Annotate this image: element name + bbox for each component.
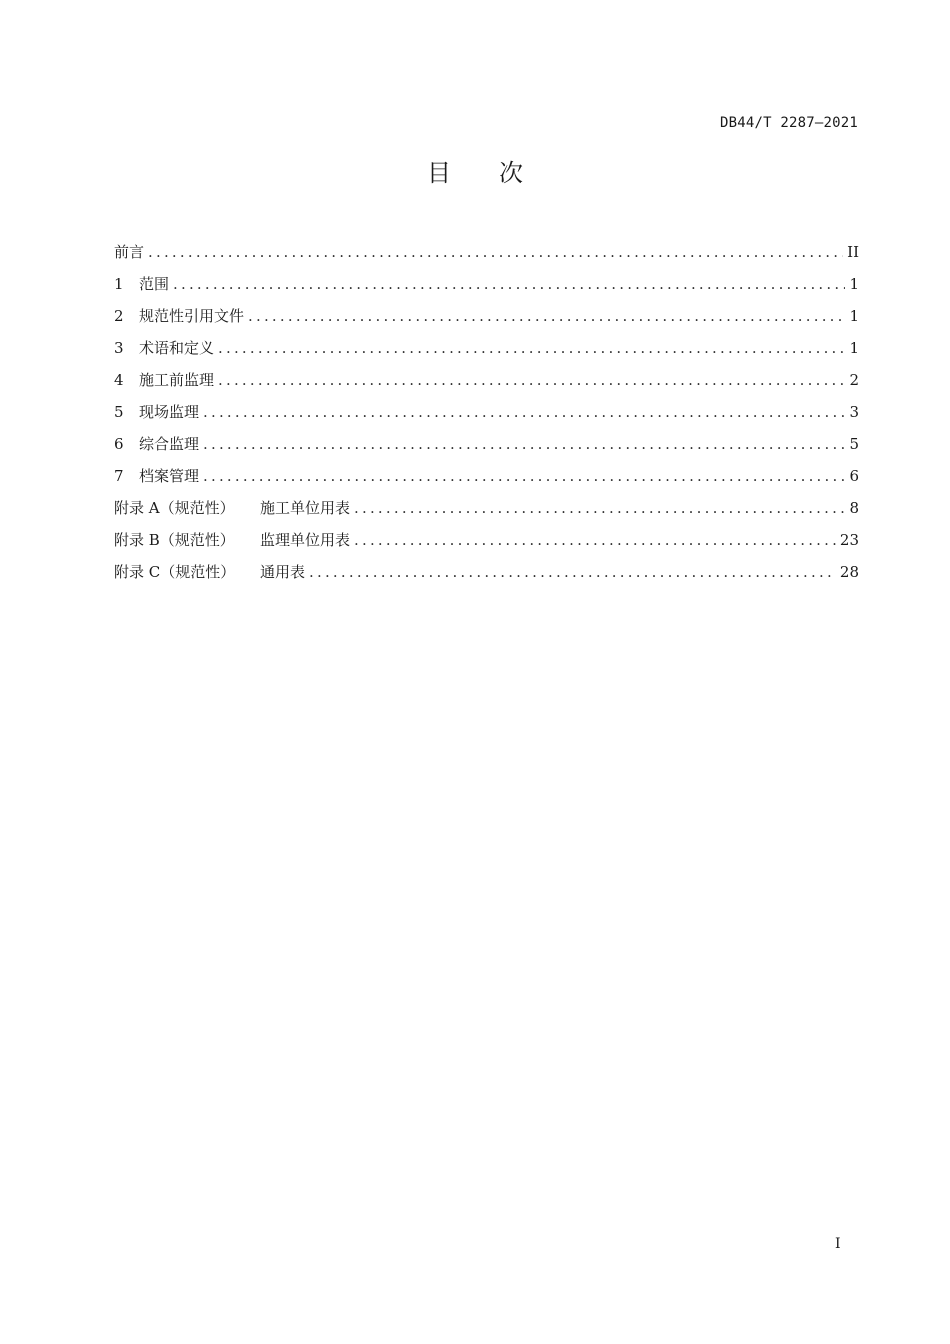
toc-appendix-label: 附录 A（规范性）: [114, 499, 235, 517]
toc-section-number: 2: [114, 307, 124, 325]
toc-section-number: 4: [114, 371, 124, 389]
toc-entry-title: 通用表: [260, 563, 306, 581]
toc-page-number: 8: [849, 499, 859, 517]
toc-leader-dots: [248, 304, 845, 328]
toc-page-number: 5: [849, 435, 859, 453]
toc-entry-4[interactable]: [114, 368, 859, 400]
toc-page-number: 1: [849, 339, 859, 357]
toc-entry-appendix-c[interactable]: [114, 560, 859, 592]
toc-leader-dots: [148, 240, 843, 264]
toc-entry-7[interactable]: [114, 464, 859, 496]
toc-appendix-label: 附录 B（规范性）: [114, 531, 235, 549]
toc-leader-dots: [218, 368, 845, 392]
toc-entry-title: 前言: [114, 243, 145, 261]
toc-section-number: 1: [114, 275, 124, 293]
page-title: 目次: [427, 159, 571, 187]
toc-entry-3[interactable]: [114, 336, 859, 368]
toc-entry-appendix-a[interactable]: [114, 496, 859, 528]
toc-entry-title: 施工前监理: [139, 371, 215, 389]
toc-section-number: 7: [114, 467, 124, 485]
table-of-contents: [114, 240, 859, 592]
toc-page-number: 2: [849, 371, 859, 389]
toc-entry-title: 施工单位用表: [260, 499, 351, 517]
toc-entry-title: 监理单位用表: [260, 531, 351, 549]
toc-section-number: 6: [114, 435, 124, 453]
toc-entry-6[interactable]: [114, 432, 859, 464]
toc-entry-title: 范围: [139, 275, 170, 293]
toc-entry-title: 现场监理: [139, 403, 200, 421]
toc-entry-foreword[interactable]: [114, 240, 859, 272]
toc-section-number: 3: [114, 339, 124, 357]
toc-leader-dots: [354, 528, 836, 552]
toc-page-number: 23: [839, 531, 859, 549]
toc-entry-appendix-b[interactable]: [114, 528, 859, 560]
toc-page-number: 28: [839, 563, 859, 581]
toc-entry-5[interactable]: [114, 400, 859, 432]
toc-appendix-label: 附录 C（规范性）: [114, 563, 236, 581]
toc-page-number: 3: [849, 403, 859, 421]
toc-section-number: 5: [114, 403, 124, 421]
toc-page-number: 1: [849, 307, 859, 325]
footer-page-number: I: [835, 1236, 841, 1252]
toc-entry-title: 术语和定义: [139, 339, 215, 357]
document-code: DB44/T 2287—2021: [719, 115, 858, 131]
toc-entry-title: 档案管理: [139, 467, 200, 485]
toc-entry-1[interactable]: [114, 272, 859, 304]
toc-leader-dots: [354, 496, 845, 520]
toc-leader-dots: [309, 560, 836, 584]
toc-page-number: 1: [849, 275, 859, 293]
toc-page-number: 6: [849, 467, 859, 485]
toc-leader-dots: [218, 336, 845, 360]
toc-leader-dots: [203, 432, 845, 456]
toc-leader-dots: [173, 272, 845, 296]
toc-leader-dots: [203, 400, 845, 424]
toc-leader-dots: [203, 464, 845, 488]
toc-entry-title: 综合监理: [139, 435, 200, 453]
toc-entry-2[interactable]: [114, 304, 859, 336]
toc-page-number: II: [847, 243, 859, 261]
toc-entry-title: 规范性引用文件: [139, 307, 245, 325]
